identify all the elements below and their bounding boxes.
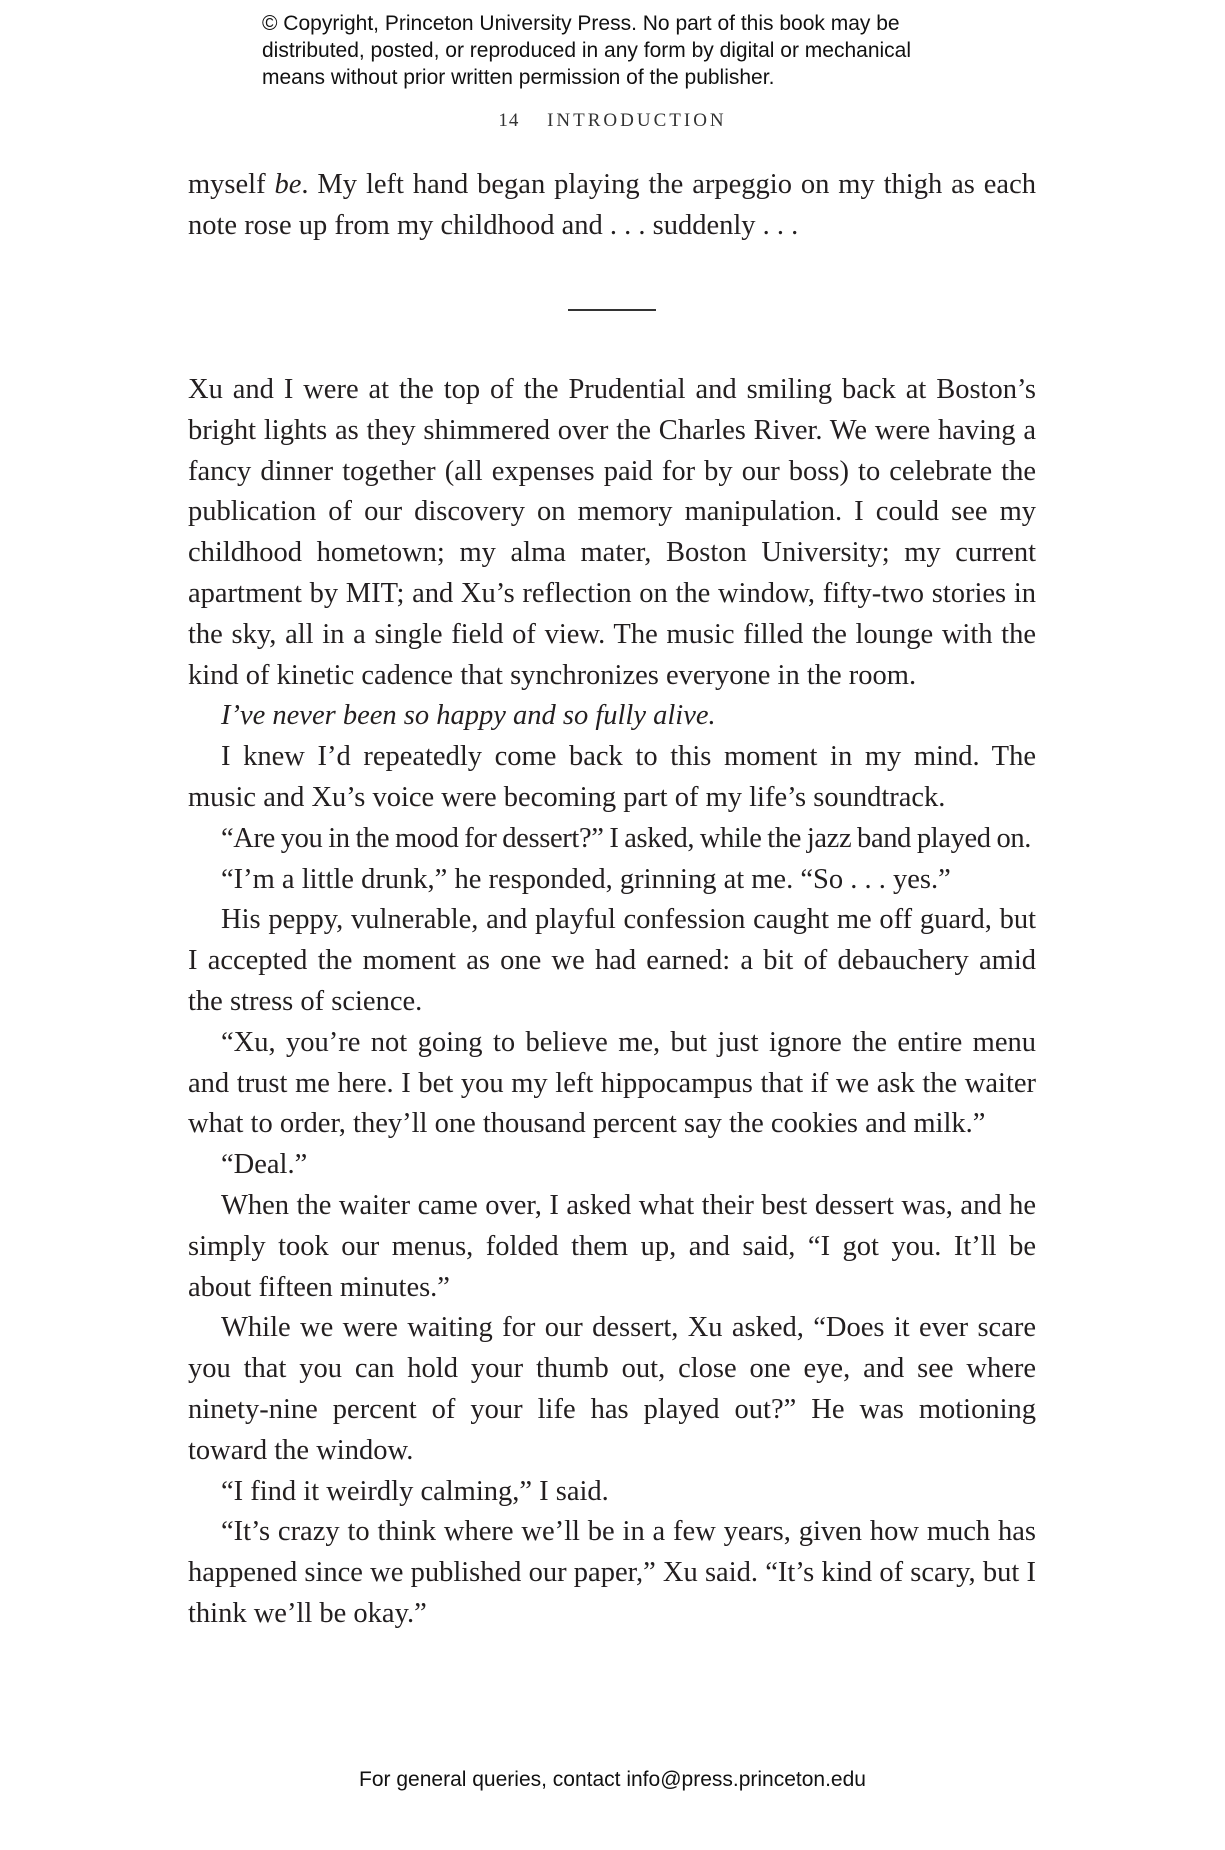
- copyright-line: distributed, posted, or reproduced in any form by digital or mechanical: [262, 39, 912, 62]
- paragraph: When the waiter came over, I asked what their best dessert was, and he simply took our menus, folded them up, and said, “I got you. It’ll be about fifteen minutes.”: [188, 1189, 1036, 1303]
- paragraph: “I’m a little drunk,” he responded, grinning at me. “So . . . yes.”: [221, 863, 951, 895]
- copyright-line: © Copyright, Princeton University Press. No part of this book may be: [262, 12, 900, 35]
- paragraph: “It’s crazy to think where we’ll be in a few years, given how much has happened since we published our paper,” Xu said. “It’s kind of scary, but I think we’ll be okay.”: [188, 1516, 1036, 1629]
- running-head: [0, 110, 1225, 132]
- copyright-notice: [262, 10, 962, 91]
- section-title: INTRODUCTION: [547, 110, 727, 131]
- top-text-block: [188, 165, 1036, 247]
- page-number: 14: [498, 110, 520, 131]
- paragraph-continuation: [188, 165, 1036, 247]
- italic-thought: I’ve never been so happy and so fully alive.: [221, 700, 716, 732]
- paragraph: I knew I’d repeatedly come back to this moment in my mind. The music and Xu’s voice were becoming part of my life’s soundtrack.: [188, 741, 1036, 813]
- paragraph: Xu and I were at the top of the Prudential and smiling back at Boston’s bright lights as they shimmered over the Charles River. We were having a fancy dinner together (all expenses paid for by our boss) to celebrate the publication of our discovery on memory manipulation. I could see my childhood hometown; my alma mater, Boston University; my current apartment by MIT; and Xu’s reflection on the window, fifty-two stories in the sky, all in a single field of view. The music filled the lounge with the kind of kinetic cadence that synchronizes everyone in the room.: [188, 374, 1036, 691]
- paragraph: “Xu, you’re not going to believe me, but just ignore the entire menu and trust me here. I bet you my left hippocampus that if we ask the waiter what to order, they’ll one thousand percent say the cookies and milk.”: [188, 1026, 1036, 1140]
- emphasis-text: be: [274, 169, 302, 200]
- paragraph: “I find it weirdly calming,” I said.: [221, 1475, 609, 1507]
- main-text-block: [188, 370, 1036, 1635]
- paragraph: “Deal.”: [221, 1149, 308, 1181]
- text-run: . My left hand began playing the arpeggio on my thigh as each note rose up from my childhood and . . . suddenly . . .: [188, 169, 1036, 241]
- paragraph: His peppy, vulnerable, and playful confession caught me off guard, but I accepted the moment as one we had earned: a bit of debauchery amid the stress of science.: [188, 904, 1036, 1017]
- copyright-line: means without prior written permission of the publisher.: [262, 66, 775, 89]
- paragraph-italic: [188, 696, 1036, 737]
- text-run: myself: [188, 169, 275, 200]
- footer-contact: For general queries, contact info@press.princeton.edu: [359, 1768, 866, 1791]
- paragraph: “Are you in the mood for dessert?” I asked, while the jazz band played on.: [221, 822, 1032, 854]
- paragraph: While we were waiting for our dessert, Xu asked, “Does it ever scare you that you can hold your thumb out, close one eye, and see where ninety-nine percent of your life has played out?” He was motioning toward the window.: [188, 1312, 1036, 1466]
- section-divider: [568, 309, 656, 311]
